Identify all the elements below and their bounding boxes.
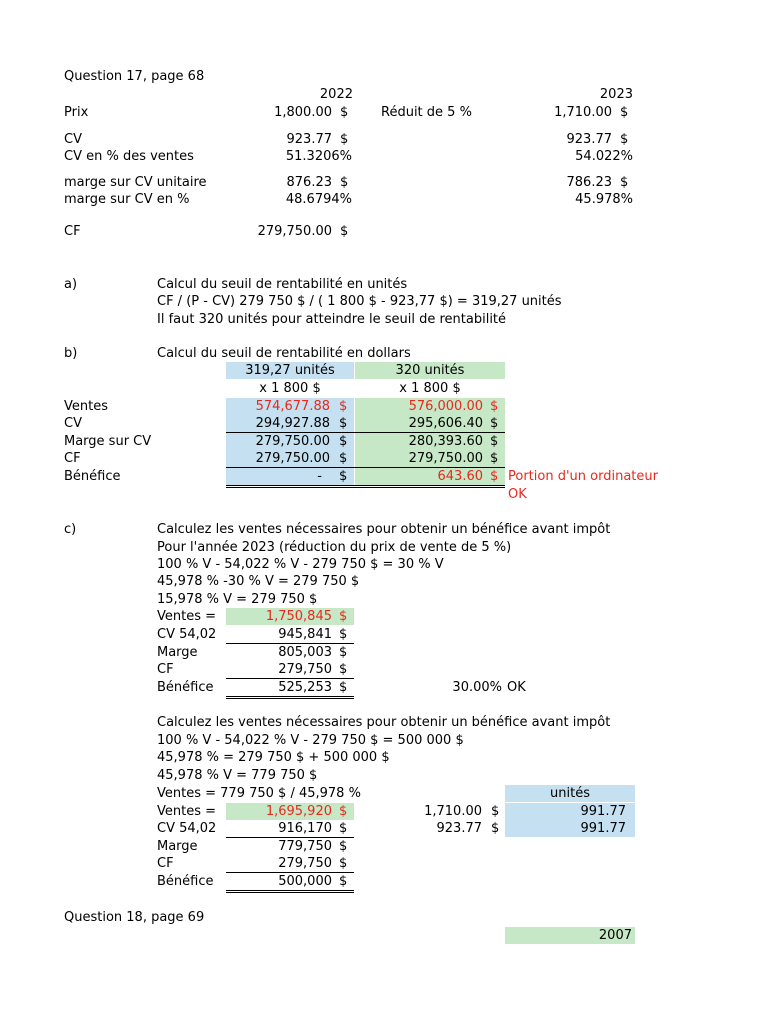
c2-cv-value: 916,170 bbox=[278, 821, 332, 836]
part-c2-line2: 100 % V - 54,022 % V - 279 750 $ = 500 000 $ bbox=[157, 733, 464, 748]
cv-col2: 295,606.40 bbox=[408, 416, 483, 431]
row-label-cv: CV bbox=[64, 416, 82, 431]
marge-col1: 279,750.00 bbox=[255, 434, 330, 449]
currency-symbol: $ bbox=[340, 132, 349, 147]
c2-price-923: 923.77 bbox=[436, 821, 482, 836]
part-c-line1: Calculez les ventes nécessaires pour obtenir un bénéfice avant impôt bbox=[157, 522, 611, 537]
total-double-line bbox=[226, 696, 354, 699]
c-cf-value: 279,750 bbox=[278, 662, 332, 677]
cv-col1: 294,927.88 bbox=[255, 416, 330, 431]
cv-pct-2023: 54.022% bbox=[575, 149, 633, 164]
cv-2022: 923.77 bbox=[286, 132, 332, 147]
currency-symbol: $ bbox=[490, 451, 499, 466]
col1-multiplier: x 1 800 $ bbox=[259, 381, 321, 396]
currency-symbol: $ bbox=[339, 609, 348, 624]
prix-2022: 1,800.00 bbox=[274, 105, 332, 120]
cf-label: CF bbox=[64, 224, 81, 239]
row-label-benefice: Bénéfice bbox=[64, 469, 121, 484]
part-a-label: a) bbox=[64, 277, 78, 292]
col1-header: 319,27 unités bbox=[226, 362, 354, 379]
part-b-label: b) bbox=[64, 346, 78, 361]
currency-symbol: $ bbox=[339, 645, 348, 660]
c-ok: OK bbox=[507, 680, 526, 695]
cv-pct-2022: 51.3206% bbox=[285, 149, 352, 164]
year-2022: 2022 bbox=[319, 87, 353, 102]
currency-symbol: $ bbox=[339, 399, 348, 414]
marge-unit-2023: 786.23 bbox=[566, 175, 612, 190]
c2-ventes-label: Ventes = bbox=[157, 804, 217, 819]
currency-symbol: $ bbox=[339, 416, 348, 431]
q17-title: Question 17, page 68 bbox=[64, 69, 205, 84]
reduction-note: Réduit de 5 % bbox=[381, 105, 472, 120]
c-cv-label: CV 54,02 bbox=[157, 627, 217, 642]
part-c-line3: 100 % V - 54,022 % V - 279 750 $ = 30 % V bbox=[157, 557, 444, 572]
currency-symbol: $ bbox=[490, 469, 499, 484]
row-label-marge: Marge sur CV bbox=[64, 434, 152, 449]
marge-unit-2022: 876.23 bbox=[286, 175, 332, 190]
currency-symbol: $ bbox=[339, 627, 348, 642]
cv-pct-label: CV en % des ventes bbox=[64, 149, 194, 164]
ventes-col2: 576,000.00 bbox=[408, 399, 483, 414]
currency-symbol: $ bbox=[339, 804, 348, 819]
ventes-col1: 574,677.88 bbox=[255, 399, 330, 414]
c-cv-value: 945,841 bbox=[278, 627, 332, 642]
c2-units-1-value: 991.77 bbox=[580, 804, 626, 819]
part-a-formula: CF / (P - CV) 279 750 $ / ( 1 800 $ - 923,77 $) = 319,27 unités bbox=[157, 294, 562, 309]
cf-col2: 279,750.00 bbox=[408, 451, 483, 466]
c-benefice-value: 525,253 bbox=[278, 680, 332, 695]
c2-benefice-value: 500,000 bbox=[278, 874, 332, 889]
col2-header: 320 unités bbox=[355, 362, 505, 379]
c-ventes-value: 1,750,845 bbox=[265, 609, 332, 624]
col2-multiplier: x 1 800 $ bbox=[399, 381, 461, 396]
currency-symbol: $ bbox=[339, 821, 348, 836]
note-ok: OK bbox=[508, 487, 527, 502]
currency-symbol: $ bbox=[340, 175, 349, 190]
c2-ventes-value: 1,695,920 bbox=[265, 804, 332, 819]
currency-symbol: $ bbox=[620, 175, 629, 190]
part-a-conclusion: Il faut 320 unités pour atteindre le seuil de rentabilité bbox=[157, 312, 507, 327]
currency-symbol: $ bbox=[339, 680, 348, 695]
q18-title: Question 18, page 69 bbox=[64, 910, 205, 925]
total-double-line bbox=[226, 890, 354, 893]
currency-symbol: $ bbox=[339, 469, 348, 484]
c2-cf-label: CF bbox=[157, 856, 174, 871]
benefice-col1: - bbox=[317, 469, 322, 484]
part-a-line1: Calcul du seuil de rentabilité en unités bbox=[157, 277, 408, 292]
c2-price-1710: 1,710.00 bbox=[424, 804, 482, 819]
marge-col2: 280,393.60 bbox=[408, 434, 483, 449]
year-2023: 2023 bbox=[599, 87, 633, 102]
marge-pct-2023: 45.978% bbox=[575, 192, 633, 207]
currency-symbol: $ bbox=[339, 839, 348, 854]
c2-units-2 bbox=[505, 820, 635, 837]
cf-col1: 279,750.00 bbox=[255, 451, 330, 466]
c-marge-label: Marge bbox=[157, 645, 198, 660]
currency-symbol: $ bbox=[339, 856, 348, 871]
currency-symbol: $ bbox=[339, 874, 348, 889]
currency-symbol: $ bbox=[490, 434, 499, 449]
currency-symbol: $ bbox=[340, 105, 349, 120]
currency-symbol: $ bbox=[620, 105, 629, 120]
cf-value: 279,750.00 bbox=[257, 224, 332, 239]
currency-symbol: $ bbox=[490, 399, 499, 414]
q18-year: 2007 bbox=[598, 928, 632, 943]
part-c-line5: 15,978 % V = 279 750 $ bbox=[157, 592, 318, 607]
currency-symbol: $ bbox=[491, 804, 500, 819]
currency-symbol: $ bbox=[339, 662, 348, 677]
marge-pct-label: marge sur CV en % bbox=[64, 192, 190, 207]
c2-cf-value: 279,750 bbox=[278, 856, 332, 871]
currency-symbol: $ bbox=[620, 132, 629, 147]
marge-unit-label: marge sur CV unitaire bbox=[64, 175, 207, 190]
part-c2-line4: 45,978 % V = 779 750 $ bbox=[157, 768, 318, 783]
part-b-title: Calcul du seuil de rentabilité en dollars bbox=[157, 346, 411, 361]
part-c-line2: Pour l'année 2023 (réduction du prix de vente de 5 %) bbox=[157, 540, 512, 555]
c2-marge-value: 779,750 bbox=[278, 839, 332, 854]
benefice-col2: 643.60 bbox=[437, 469, 483, 484]
c-cf-label: CF bbox=[157, 662, 174, 677]
c-marge-value: 805,003 bbox=[278, 645, 332, 660]
units-header: unités bbox=[505, 785, 635, 802]
prix-label: Prix bbox=[64, 105, 89, 120]
total-double-line bbox=[226, 485, 505, 488]
cv-2023: 923.77 bbox=[566, 132, 612, 147]
cv-label: CV bbox=[64, 132, 82, 147]
row-label-cf: CF bbox=[64, 451, 81, 466]
currency-symbol: $ bbox=[340, 224, 349, 239]
part-c2-line1: Calculez les ventes nécessaires pour obtenir un bénéfice avant impôt bbox=[157, 715, 611, 730]
currency-symbol: $ bbox=[490, 416, 499, 431]
q18-year-cell bbox=[505, 927, 635, 944]
c-ventes-label: Ventes = bbox=[157, 609, 217, 624]
row-label-ventes: Ventes bbox=[64, 399, 108, 414]
c-benefice-label: Bénéfice bbox=[157, 680, 214, 695]
note-portion: Portion d'un ordinateur bbox=[508, 469, 658, 484]
c2-units-1 bbox=[505, 803, 635, 820]
c2-benefice-label: Bénéfice bbox=[157, 874, 214, 889]
c2-marge-label: Marge bbox=[157, 839, 198, 854]
currency-symbol: $ bbox=[339, 434, 348, 449]
part-c2-line3: 45,978 % = 279 750 $ + 500 000 $ bbox=[157, 750, 390, 765]
currency-symbol: $ bbox=[339, 451, 348, 466]
part-c-label: c) bbox=[64, 522, 77, 537]
part-c2-line5: Ventes = 779 750 $ / 45,978 % bbox=[157, 786, 361, 801]
c2-units-2-value: 991.77 bbox=[580, 821, 626, 836]
c-pct: 30.00% bbox=[452, 680, 502, 695]
part-c-line4: 45,978 % -30 % V = 279 750 $ bbox=[157, 574, 360, 589]
marge-pct-2022: 48.6794% bbox=[285, 192, 352, 207]
prix-2023: 1,710.00 bbox=[554, 105, 612, 120]
c2-cv-label: CV 54,02 bbox=[157, 821, 217, 836]
currency-symbol: $ bbox=[491, 821, 500, 836]
